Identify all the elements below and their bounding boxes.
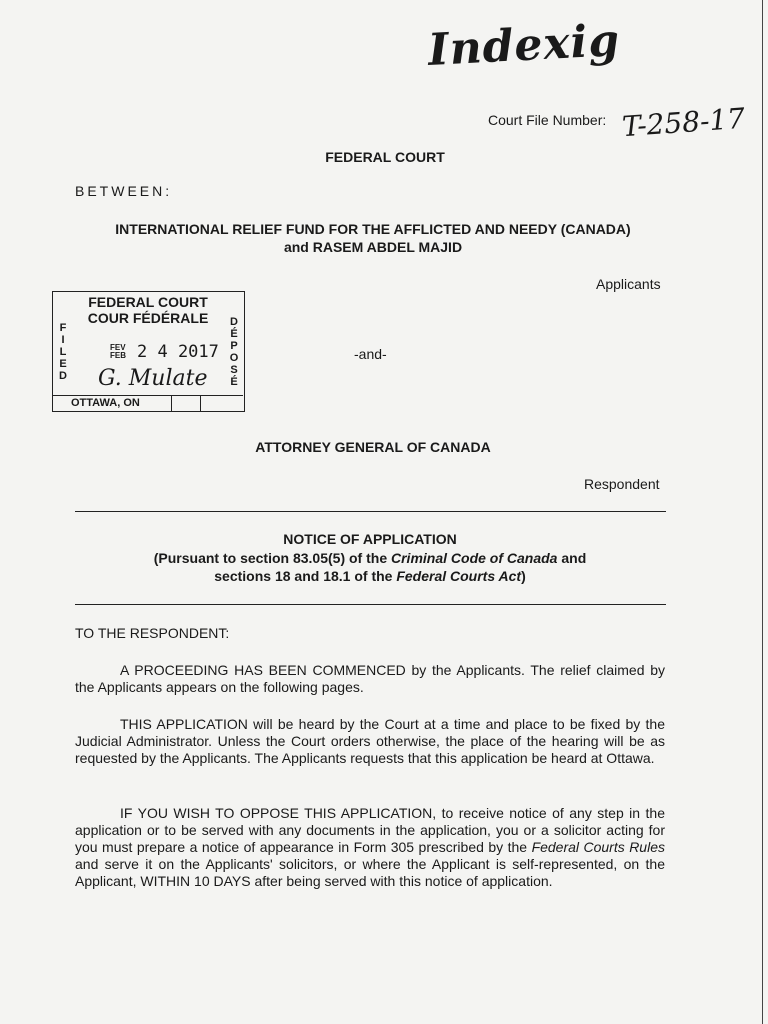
stamp-depose-letters: D É P O S É	[229, 316, 239, 388]
filed-stamp	[52, 291, 245, 412]
paragraph-oppose: IF YOU WISH TO OPPOSE THIS APPLICATION, to receive notice of any step in the application or to be served with any documents in the application, you or a solicitor acting for you must prepare a notice of appearance in Form 305 prescribed by the Federal Courts Rules and serve it on the Applicants' solicitors, or where the Applicant is self-represented, on the Applicant, WITHIN 10 DAYS after being served with this notice of application.	[75, 805, 665, 889]
stamp-location: OTTAWA, ON	[71, 397, 140, 409]
notice-subtitle-line-2: sections 18 and 18.1 of the Federal Courts Act)	[214, 568, 526, 584]
top-rule	[75, 511, 666, 512]
notice-title: NOTICE OF APPLICATION	[283, 531, 457, 547]
stamp-bottom-divider	[53, 395, 243, 396]
scan-edge-line	[762, 0, 763, 1024]
notice-subtitle-line-1: (Pursuant to section 83.05(5) of the Criminal Code of Canada and	[153, 550, 587, 566]
court-file-number-value: T-258-17	[620, 101, 747, 144]
handwritten-note: Indexig	[426, 15, 622, 76]
court-file-number-label: Court File Number:	[488, 112, 607, 128]
stamp-date-day: 2 4 2017	[137, 342, 219, 362]
between-label: BETWEEN:	[75, 183, 173, 199]
court-file-number	[488, 112, 606, 128]
and-separator: -and-	[354, 346, 387, 362]
bottom-rule	[75, 604, 666, 605]
paragraph-hearing: THIS APPLICATION will be heard by the Court at a time and place to be fixed by the Judicial Administrator. Unless the Court orders otherwise, the place of the hearing will be as requested by the Applicants. The Applicants requests that this application be heard at Ottawa.	[75, 716, 665, 766]
respondent-label: Respondent	[584, 476, 660, 492]
stamp-line-2: COUR FÉDÉRALE	[87, 310, 209, 326]
stamp-filed-letters: F I L E D	[59, 322, 67, 382]
stamp-line-1: FEDERAL COURT	[88, 294, 208, 310]
applicant-name-line-2: and RASEM ABDEL MAJID	[283, 239, 463, 255]
court-title: FEDERAL COURT	[325, 149, 445, 165]
applicant-name-line-1: INTERNATIONAL RELIEF FUND FOR THE AFFLICTED AND NEEDY (CANADA)	[115, 221, 631, 237]
applicants-label: Applicants	[596, 276, 661, 292]
stamp-box-right	[171, 395, 201, 411]
to-respondent: TO THE RESPONDENT:	[75, 625, 230, 641]
stamp-date-month: FEV FEB	[110, 343, 126, 360]
stamp-signature: G. Mulate	[98, 366, 208, 391]
respondent-name: ATTORNEY GENERAL OF CANADA	[255, 439, 491, 455]
paragraph-proceeding: A PROCEEDING HAS BEEN COMMENCED by the Applicants. The relief claimed by the Applicants appears on the following pages.	[75, 662, 665, 695]
